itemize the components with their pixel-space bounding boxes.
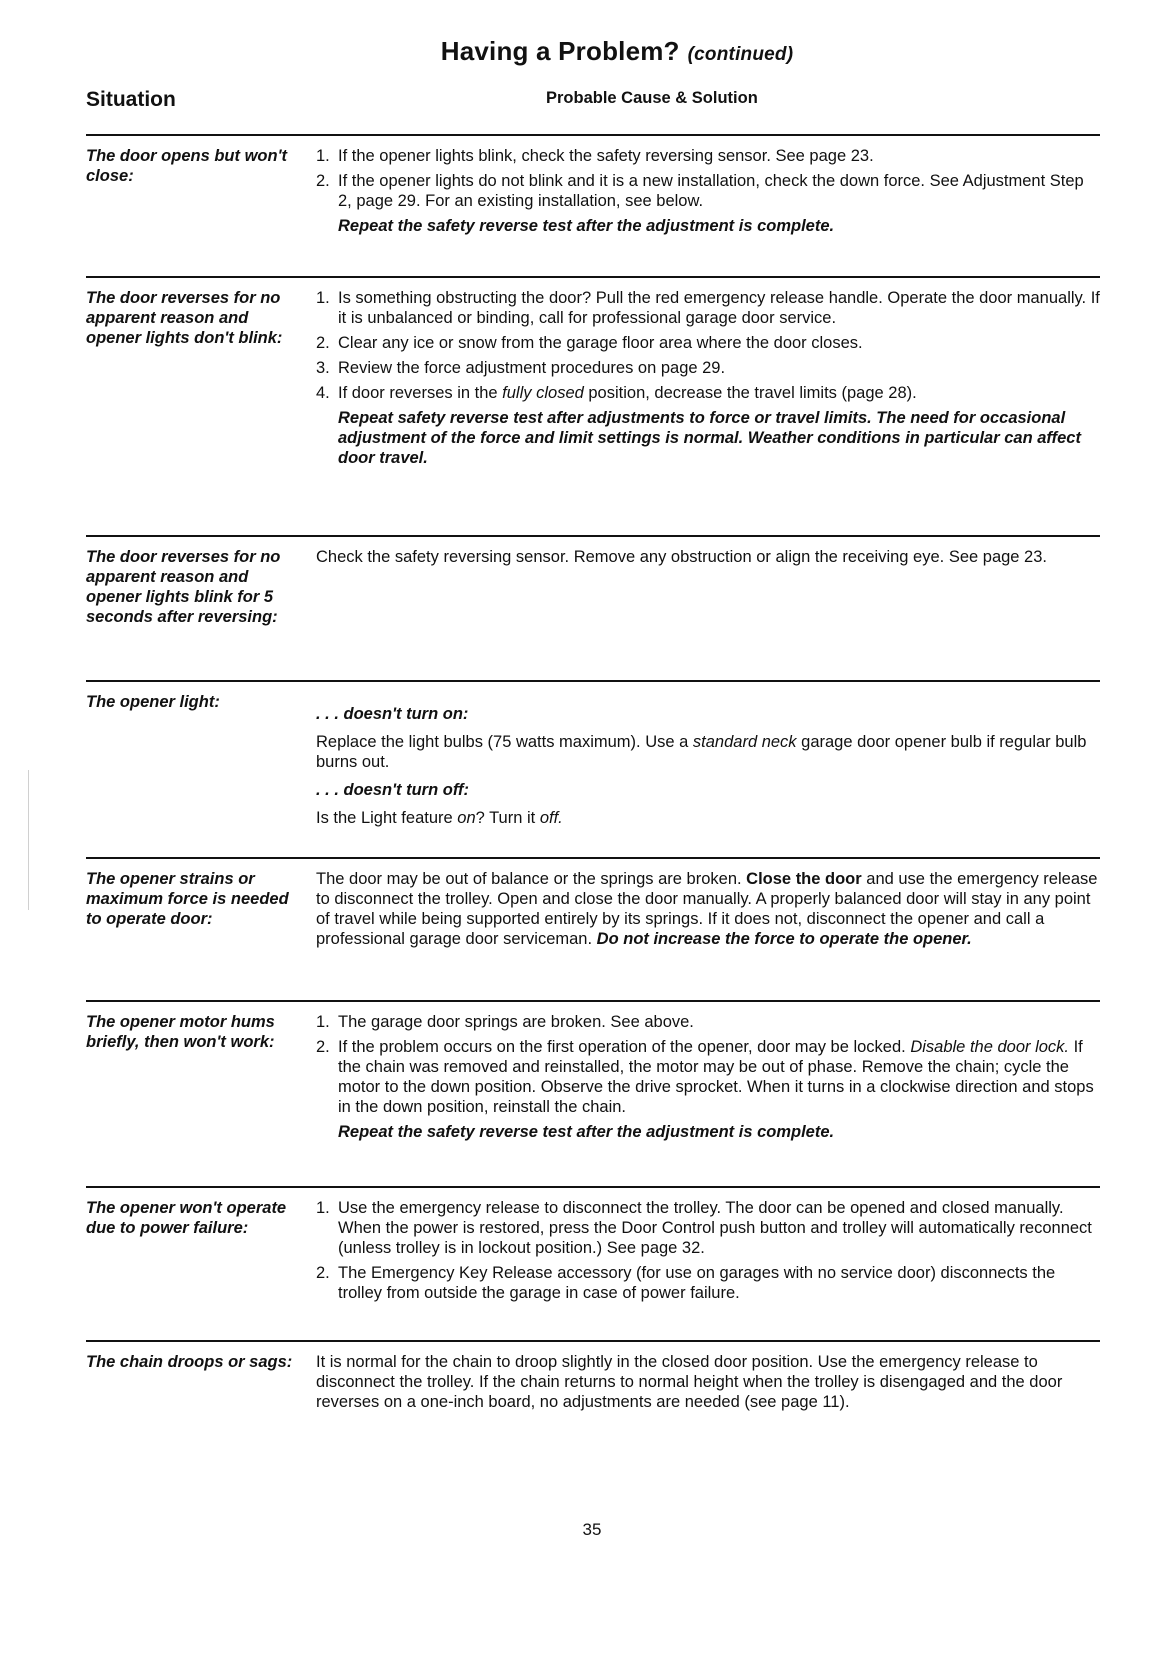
cause-solution [316,1198,1100,1303]
step-item: 4. If door reverses in the fully closed position, decrease the travel limits (page 28). [316,384,917,402]
page-title [0,36,1174,67]
situation-label: The chain droops or sags: [86,1353,293,1371]
step-item: 1. If the opener lights blink, check the safety reversing sensor. See page 23. [316,147,874,165]
cause-text: It is normal for the chain to droop slightly in the closed door position. Use the emergency release to disconnect the trolley. If the chain returns to normal height when the trolley is disengaged and the door reverses on a one-inch board, no adjustments are needed (see page 11). [316,1353,1063,1411]
column-heading-situation: Situation [86,88,176,111]
step-list [316,146,1100,211]
step-list [316,1012,1100,1117]
situation-label: The door reverses for no apparent reason and opener lights blink for 5 seconds after reversing: [86,548,281,626]
warning-note: Repeat the safety reverse test after the adjustment is complete. [338,217,835,235]
sub-heading: . . . doesn't turn on: [316,705,469,723]
cause-text: Is the Light feature on? Turn it off. [316,809,563,827]
cause-text: Replace the light bulbs (75 watts maximum). Use a standard neck garage door opener bulb if regular bulb burns out. [316,733,1087,771]
step-item: 1. The garage door springs are broken. See above. [316,1013,694,1031]
step-list [316,1198,1100,1303]
situation-label: The opener light: [86,693,220,711]
step-list [316,288,1100,403]
step-item: 2. Clear any ice or snow from the garage floor area where the door closes. [316,334,863,352]
warning-note: Repeat the safety reverse test after the adjustment is complete. [338,1123,835,1141]
section-power-failure [86,1186,1100,1308]
step-item: 1. Use the emergency release to disconnect the trolley. The door can be opened and closed manually. When the power is restored, press the Door Control push button and trolley will automatically reconnect (unless trolley is in lockout position.) See page 32. [316,1199,1092,1257]
step-item: 2. If the opener lights do not blink and it is a new installation, check the down force. See Adjustment Step 2, page 29. For an existing installation, see below. [316,172,1084,210]
situation-label: The opener motor hums briefly, then won't work: [86,1013,275,1051]
page-number: 35 [582,1520,602,1539]
section-opener-strains [86,857,1100,955]
margin-mark [28,770,29,910]
step-item: 1. Is something obstructing the door? Pull the red emergency release handle. Operate the door manually. If it is unbalanced or binding, call for professional garage door service. [316,289,1100,327]
section-opener-light [86,680,1100,834]
situation-label: The opener won't operate due to power failure: [86,1199,287,1237]
cause-text: Check the safety reversing sensor. Remove any obstruction or align the receiving eye. See page 23. [316,548,1047,566]
section-motor-hums [86,1000,1100,1142]
cause-solution [316,692,1100,828]
warning-note: Repeat safety reverse test after adjustments to force or travel limits. The need for occasional adjustment of the force and limit settings is normal. Weather conditions in particular can affect door travel. [338,409,1081,467]
cause-solution [316,547,1100,567]
section-chain-droops [86,1340,1100,1418]
step-item: 2. The Emergency Key Release accessory (for use on garages with no service door) disconnects the trolley from outside the garage in case of power failure. [316,1264,1056,1302]
cause-solution [316,146,1100,236]
title-continued: (continued) [687,44,794,65]
section-door-opens-wont-close [86,134,1100,236]
section-reverses-no-blink [86,276,1100,468]
title-text: Having a Problem? [440,36,680,66]
situation-label: The door opens but won't close: [86,147,287,185]
sub-heading: . . . doesn't turn off: [316,781,470,799]
cause-solution [316,869,1100,949]
situation-label: The opener strains or maximum force is needed to operate door: [86,870,289,928]
section-reverses-lights-blink [86,535,1100,626]
cause-text: The door may be out of balance or the springs are broken. Close the door and use the emergency release to disconnect the trolley. Open and close the door manually. A properly balanced door will stay in any point of travel while being supported entirely by its springs. If it does not, disconnect the opener and call a professional garage door serviceman. Do not increase the force to operate the opener. [316,870,1098,948]
situation-label: The door reverses for no apparent reason and opener lights don't blink: [86,289,283,347]
cause-solution [316,1012,1100,1142]
column-heading-cause: Probable Cause & Solution [546,89,758,107]
cause-solution [316,288,1100,468]
step-item: 3. Review the force adjustment procedures on page 29. [316,359,726,377]
cause-solution [316,1352,1100,1412]
step-item: 2. If the problem occurs on the first operation of the opener, door may be locked. Disable the door lock. If the chain was removed and reinstalled, the motor may be out of phase. Remove the chain; cycle the motor to the down position. Observe the drive sprocket. When it turns in a clockwise direction and stops in the down position, reinstall the chain. [316,1038,1094,1116]
